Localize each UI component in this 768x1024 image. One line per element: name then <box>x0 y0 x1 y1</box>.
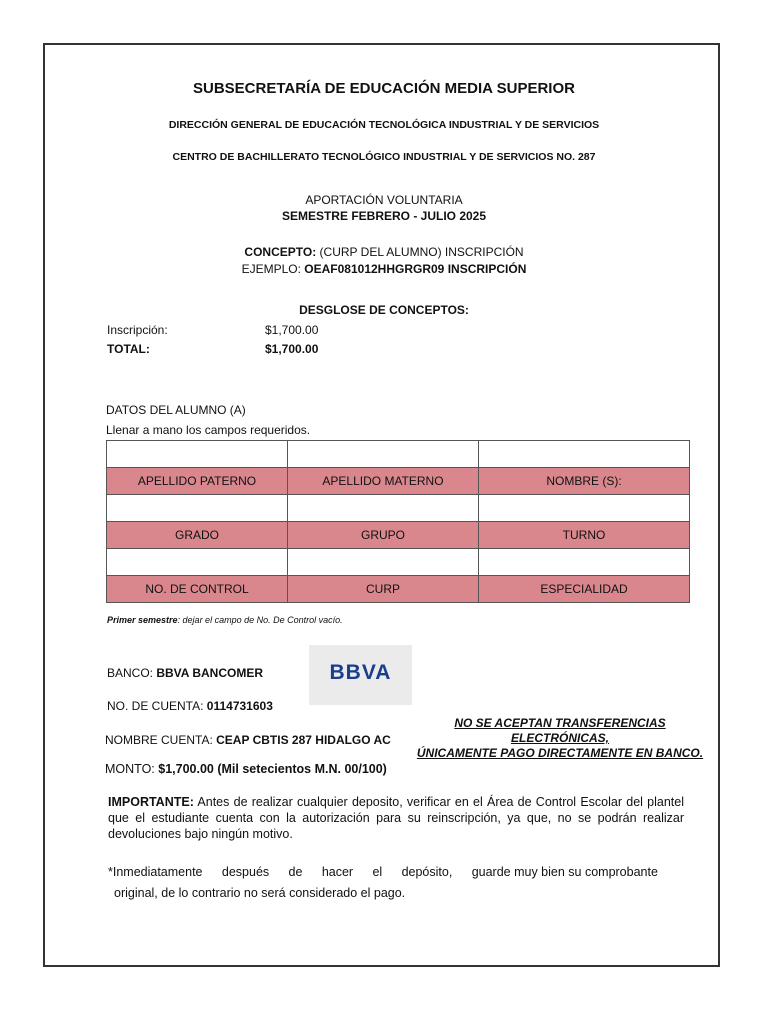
cuenta-line <box>107 699 273 713</box>
blank-row <box>107 495 690 522</box>
importante-paragraph <box>108 794 684 842</box>
monto-label: MONTO: <box>105 762 159 776</box>
nombre-cuenta-value: CEAP CBTIS 287 HIDALGO AC <box>216 733 391 747</box>
header-turno: TURNO <box>479 522 690 549</box>
monto-value: $1,700.00 (Mil setecientos M.N. 00/100) <box>158 762 387 776</box>
warning-line-2: ÚNICAMENTE PAGO DIRECTAMENTE EN BANCO. <box>416 746 704 760</box>
note-word: hacer <box>321 865 354 879</box>
no-transferencias-warning <box>412 716 708 761</box>
no-control-field[interactable] <box>107 549 288 576</box>
header-especialidad: ESPECIALIDAD <box>479 576 690 603</box>
student-data-table <box>106 440 690 603</box>
note-word: después <box>221 865 270 879</box>
bbva-logo-text: BBVA <box>329 661 392 684</box>
nombre-cuenta-line <box>105 733 391 747</box>
header-row <box>107 522 690 549</box>
comprobante-note-line-1 <box>108 862 658 883</box>
bbva-logo <box>309 645 412 705</box>
header-grupo: GRUPO <box>288 522 479 549</box>
warning-line-1: NO SE ACEPTAN TRANSFERENCIAS ELECTRÓNICAS, <box>454 716 666 745</box>
monto-line <box>105 762 387 776</box>
cuenta-label: NO. DE CUENTA: <box>107 699 207 713</box>
ejemplo-line <box>0 262 768 276</box>
header-row <box>107 468 690 495</box>
inscripcion-label: Inscripción: <box>107 323 168 337</box>
total-label: TOTAL: <box>107 342 150 356</box>
desglose-title: DESGLOSE DE CONCEPTOS: <box>299 303 469 317</box>
curp-field[interactable] <box>288 549 479 576</box>
note-word: de <box>288 865 303 879</box>
header-grado: GRADO <box>107 522 288 549</box>
ejemplo-label: EJEMPLO: <box>241 262 305 276</box>
nombre-cuenta-label: NOMBRE CUENTA: <box>105 733 217 747</box>
header-apellido-materno: APELLIDO MATERNO <box>288 468 479 495</box>
banco-value: BBVA BANCOMER <box>156 666 264 680</box>
header-row <box>107 576 690 603</box>
aportacion-title: APORTACIÓN VOLUNTARIA <box>305 193 463 207</box>
importante-text: Antes de realizar cualquier deposito, verificar en el Área de Control Escolar del plantel que el estudiante cuenta con la autorización para su reinscripción, ya que, no se podrán realizar devoluciones bajo ningún motivo. <box>108 795 684 841</box>
cuenta-value: 0114731603 <box>206 699 273 713</box>
note-bold: Primer semestre <box>107 615 178 625</box>
concepto-label: CONCEPTO: <box>244 245 317 259</box>
comprobante-note-line-2: original, de lo contrario no será considerado el pago. <box>114 886 406 900</box>
apellido-materno-field[interactable] <box>288 441 479 468</box>
semestre: SEMESTRE FEBRERO - JULIO 2025 <box>281 209 487 223</box>
note-word: *Inmediatamente <box>108 865 203 879</box>
header-apellido-paterno: APELLIDO PATERNO <box>107 468 288 495</box>
datos-alumno-title: DATOS DEL ALUMNO (A) <box>106 403 246 417</box>
banco-line <box>107 666 263 680</box>
inscripcion-value: $1,700.00 <box>265 323 319 337</box>
note-word: depósito, <box>401 865 453 879</box>
concepto-value: (CURP DEL ALUMNO) INSCRIPCIÓN <box>316 245 524 259</box>
header-nombre: NOMBRE (S): <box>479 468 690 495</box>
grado-field[interactable] <box>107 495 288 522</box>
total-value: $1,700.00 <box>265 342 319 356</box>
blank-row <box>107 549 690 576</box>
nombre-field[interactable] <box>479 441 690 468</box>
datos-alumno-instructions: Llenar a mano los campos requeridos. <box>106 423 311 437</box>
blank-row <box>107 441 690 468</box>
note-word: el <box>372 865 383 879</box>
importante-label: IMPORTANTE: <box>108 795 194 809</box>
apellido-paterno-field[interactable] <box>107 441 288 468</box>
turno-field[interactable] <box>479 495 690 522</box>
note-rest: : dejar el campo de No. De Control vacío. <box>177 615 343 625</box>
comprobante-note <box>108 862 668 904</box>
header-no-control: NO. DE CONTROL <box>107 576 288 603</box>
concepto-line <box>0 245 768 259</box>
banco-label: BANCO: <box>107 666 157 680</box>
especialidad-field[interactable] <box>479 549 690 576</box>
centro-bachillerato: CENTRO DE BACHILLERATO TECNOLÓGICO INDUSTRIAL Y DE SERVICIOS NO. 287 <box>172 151 596 163</box>
grupo-field[interactable] <box>288 495 479 522</box>
primer-semestre-note <box>107 615 343 625</box>
document-title: SUBSECRETARÍA DE EDUCACIÓN MEDIA SUPERIOR <box>193 80 575 97</box>
header-curp: CURP <box>288 576 479 603</box>
ejemplo-value: OEAF081012HHGRGR09 INSCRIPCIÓN <box>304 262 527 276</box>
direccion-general: DIRECCIÓN GENERAL DE EDUCACIÓN TECNOLÓGICA INDUSTRIAL Y DE SERVICIOS <box>168 119 600 131</box>
note-word: guarde muy bien su comprobante <box>471 865 658 879</box>
